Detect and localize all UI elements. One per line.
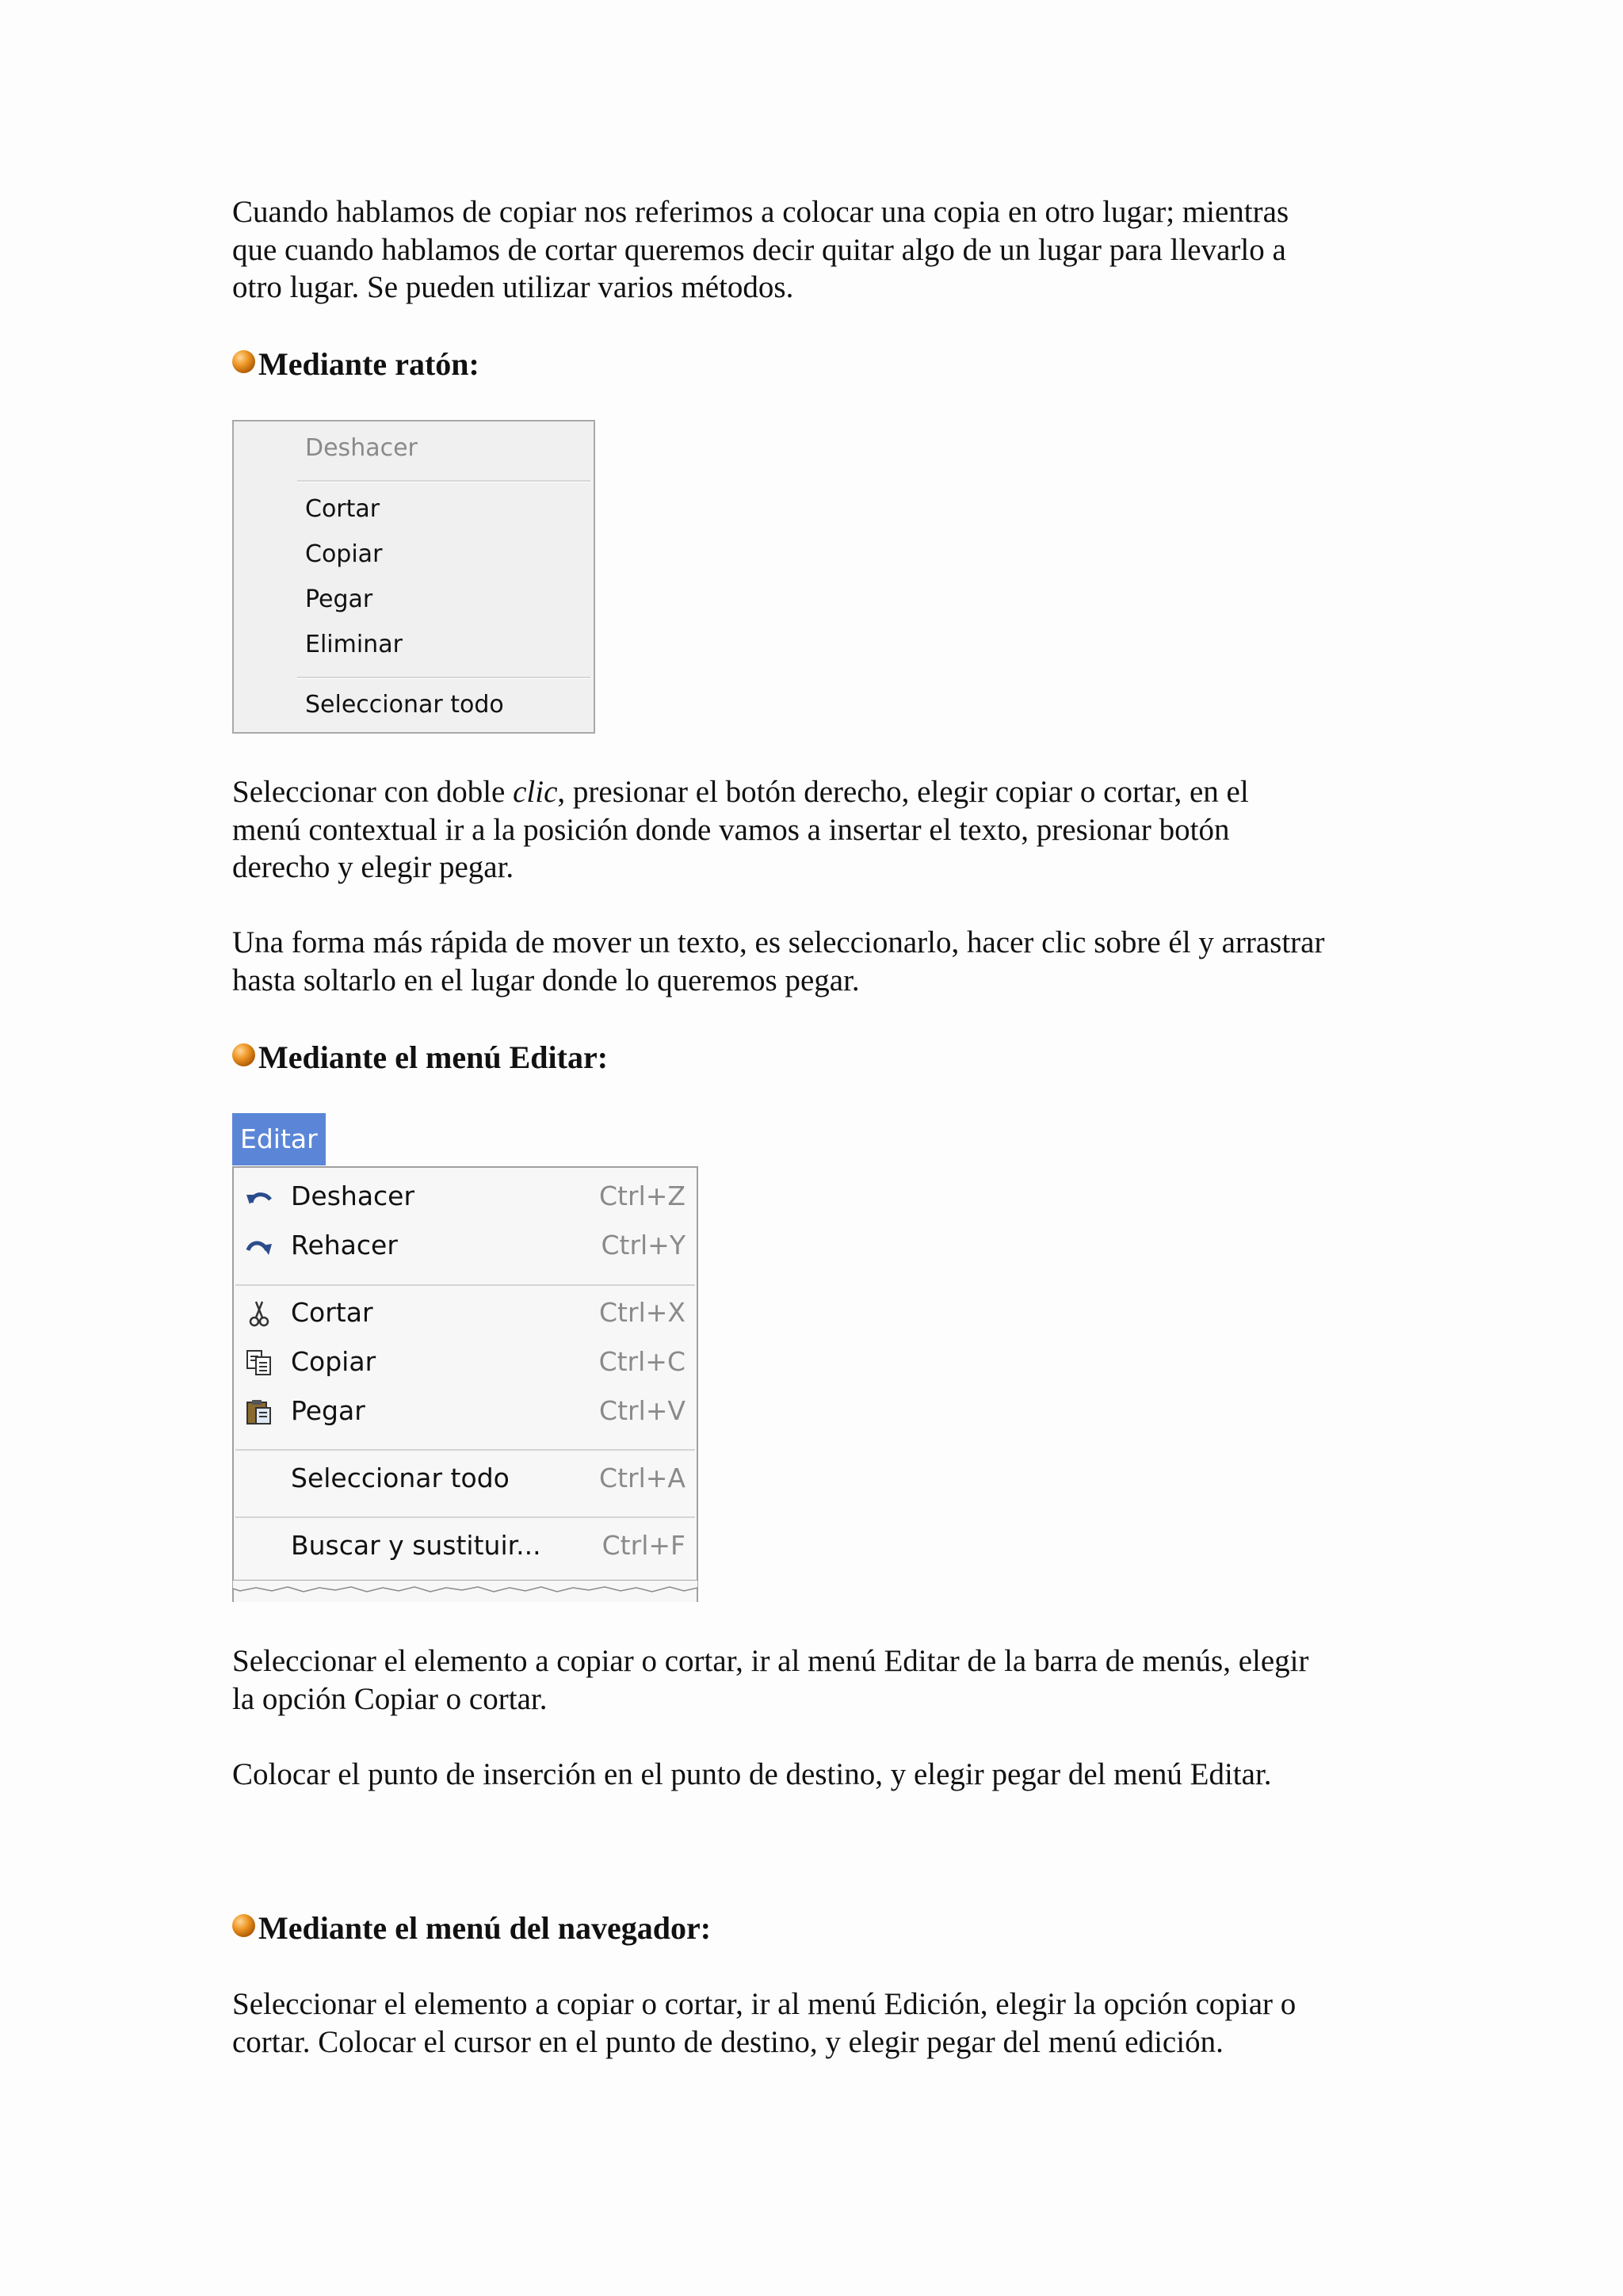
menu-item-shortcut: Ctrl+A: [599, 1463, 685, 1493]
menu-item-shortcut: Ctrl+Z: [599, 1180, 685, 1211]
menu-item-shortcut: Ctrl+Y: [601, 1230, 685, 1261]
heading-text: Mediante el menú del navegador:: [258, 1910, 712, 1946]
edit-menu-item-seleccionar-todo[interactable]: [234, 1456, 697, 1501]
raton-paragraph-emphasis: clic: [513, 775, 558, 809]
context-menu-gutter: [234, 421, 296, 732]
undo-icon: [245, 1184, 273, 1211]
menu-item-label: Deshacer: [291, 1180, 415, 1211]
context-menu-separator: [297, 480, 590, 482]
editar-paragraph: Seleccionar el elemento a copiar o cortar, ir al menú Editar de la barra de menús, elegir la opción Copiar o cortar.: [232, 1644, 1309, 1716]
context-menu-item-copiar[interactable]: Copiar: [305, 540, 383, 568]
menu-editar-title[interactable]: Editar: [232, 1113, 326, 1165]
raton-paragraph-end: , presionar el botón derecho, elegir copiar o cortar, en el menú contextual ir a la posición donde vamos a insertar el texto, presionar botón derecho y elegir pegar.: [232, 775, 1249, 884]
raton-paragraph: [232, 773, 1405, 887]
heading-mediante-menu-editar: [232, 1039, 608, 1077]
menu-item-shortcut: Ctrl+X: [599, 1297, 685, 1328]
scissors-icon: [245, 1300, 273, 1327]
edit-menu-item-copiar[interactable]: [234, 1340, 697, 1384]
heading-text: Mediante ratón:: [258, 346, 479, 382]
insertion-paragraph: Colocar el punto de inserción en el punto de destino, y elegir pegar del menú Editar.: [232, 1757, 1272, 1791]
edit-menu-item-cortar[interactable]: [234, 1291, 697, 1335]
torn-edge-decoration: [232, 1580, 698, 1604]
context-menu-separator: [297, 677, 590, 679]
menu-item-shortcut: Ctrl+C: [598, 1346, 685, 1377]
edit-menu-item-deshacer[interactable]: [234, 1174, 697, 1219]
context-menu-item-deshacer[interactable]: Deshacer: [305, 434, 418, 462]
redo-icon: [245, 1233, 273, 1260]
context-menu-item-eliminar[interactable]: Eliminar: [305, 631, 403, 658]
menu-separator: [235, 1449, 695, 1451]
menu-separator: [235, 1516, 695, 1518]
drag-paragraph: Una forma más rápida de mover un texto, es seleccionarlo, hacer clic sobre él y arrastrar hasta soltarlo en el lugar donde lo queremos pegar.: [232, 925, 1325, 997]
menu-item-label: Buscar y sustituir...: [291, 1530, 541, 1561]
navegador-paragraph: Seleccionar el elemento a copiar o cortar, ir al menú Edición, elegir la opción copiar o cortar. Colocar el cursor en el punto de destino, y elegir pegar del menú edición.: [232, 1987, 1296, 2059]
orange-bullet-icon: [232, 1914, 255, 1937]
context-menu-item-seleccionar-todo[interactable]: Seleccionar todo: [305, 691, 504, 719]
menu-item-label: Rehacer: [291, 1230, 398, 1261]
edit-menu-item-pegar[interactable]: [234, 1389, 697, 1433]
orange-bullet-icon: [232, 1043, 255, 1066]
heading-text: Mediante el menú Editar:: [258, 1039, 609, 1075]
context-menu-item-cortar[interactable]: Cortar: [305, 495, 380, 523]
edit-menu-item-buscar-sustituir[interactable]: [234, 1524, 697, 1568]
menu-item-label: Seleccionar todo: [291, 1463, 510, 1493]
menu-item-label: Pegar: [291, 1395, 365, 1426]
menu-separator: [235, 1284, 695, 1286]
edit-menu-dropdown: [232, 1166, 698, 1602]
context-menu-item-pegar[interactable]: Pegar: [305, 585, 373, 613]
orange-bullet-icon: [232, 350, 255, 373]
menu-item-label: Copiar: [291, 1346, 376, 1377]
edit-menu-item-rehacer[interactable]: [234, 1223, 697, 1268]
copy-icon: [245, 1349, 273, 1376]
raton-paragraph-start: Seleccionar con doble: [232, 775, 514, 809]
context-menu: [232, 420, 595, 734]
heading-mediante-raton: [232, 345, 479, 383]
menu-item-label: Cortar: [291, 1297, 373, 1328]
paste-icon: [245, 1398, 273, 1425]
menu-item-shortcut: Ctrl+V: [599, 1395, 685, 1426]
intro-paragraph: Cuando hablamos de copiar nos referimos a colocar una copia en otro lugar; mientras que cuando hablamos de cortar queremos decir quitar algo de un lugar para llevarlo a otro lugar. Se pueden utilizar varios métodos.: [232, 195, 1289, 304]
heading-mediante-menu-navegador: [232, 1909, 711, 1947]
menu-item-shortcut: Ctrl+F: [601, 1530, 685, 1561]
